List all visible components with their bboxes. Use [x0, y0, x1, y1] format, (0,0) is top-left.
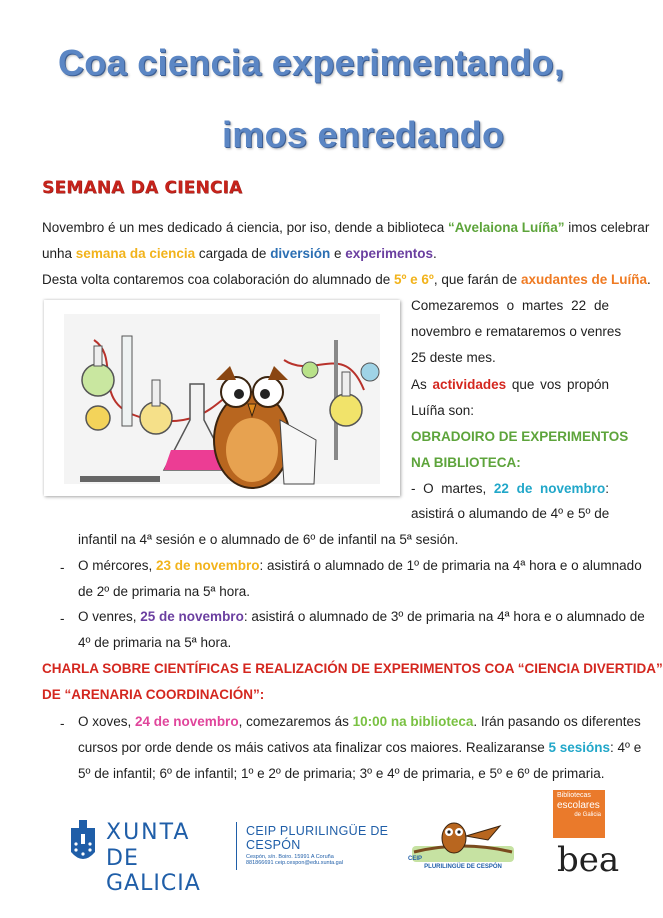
side-line-5: Luíña son: — [411, 403, 475, 418]
workshop-title-2: NA BIBLIOTECA: — [411, 455, 521, 470]
intro-line-3: Desta volta contaremos coa colaboración do alumnado de 5º e 6º, que farán de axudantes de Luíña. — [42, 272, 651, 287]
side-line-3: 25 deste mes. — [411, 350, 496, 365]
tuesday-continuation: infantil na 4ª sesión e o alumnado de 6º de infantil na 5ª sesión. — [78, 532, 459, 547]
friday-line-2: 4º de primaria na 5ª hora. — [78, 635, 232, 650]
ceip-logo — [246, 824, 396, 874]
page-title-line1: Coa ciencia experimentando, — [58, 42, 565, 83]
thursday-line-1: O xoves, 24 de novembro, comezaremos ás 10:00 na biblioteca. Irán pasando os diferentes — [78, 714, 641, 729]
owl-badge-icon — [408, 818, 518, 876]
charla-title-2: DE “ARENARIA COORDINACIÓN”: — [42, 687, 265, 702]
side-line-8: - O martes, 22 de novembro: — [411, 481, 609, 496]
wednesday-line-2: de 2º de primaria na 5ª hora. — [78, 584, 251, 599]
bullet-dash: - — [60, 560, 65, 575]
thursday-line-3: 5º de infantil; 6º de infantil; 1º e 2º de primaria; 3º e 4º de primaria, e 5º e 6º de primaria. — [78, 766, 605, 781]
bibliotecas-escolares-logo — [553, 790, 620, 886]
bib-text-2: escolares — [557, 800, 600, 811]
ceip-name-1: CEIP PLURILINGÜE DE — [246, 824, 389, 838]
thursday-line-2: cursos por orde dende os máis cativos ata finalizar cos maiores. Realizaranse 5 sesións: 4º e — [78, 740, 642, 755]
page-title-line2: imos enredando — [222, 114, 505, 155]
footer-divider — [236, 822, 237, 870]
bullet-dash: - — [60, 611, 65, 626]
badge-text-2: PLURILINGÜE DE CESPÓN — [424, 864, 502, 870]
xunta-coat-of-arms-icon — [68, 820, 98, 868]
friday-line-1: O venres, 25 de novembro: asistirá o alumnado de 3º de primaria na 4ª hora e o alumnado de — [78, 609, 645, 624]
section-title: SEMANA DA CIENCIA — [42, 178, 243, 198]
wednesday-line-1: O mércores, 23 de novembro: asistirá o alumnado de 1º de primaria na 4ª hora e o alumnado — [78, 558, 642, 573]
bib-text-3: de Galicia — [574, 812, 601, 818]
side-line-2: novembro e remataremos o venres — [411, 324, 622, 339]
xunta-text-2: DE GALICIA — [106, 846, 201, 896]
workshop-title-1: OBRADOIRO DE EXPERIMENTOS — [411, 429, 629, 444]
ceip-address: Cespón, s/n. Boiro. 15991 A Coruña — [246, 854, 334, 860]
bea-logo-icon: bea — [553, 838, 605, 886]
library-name: “Avelaiona Luíña” — [448, 220, 565, 235]
ceip-name-2: CESPÓN — [246, 838, 301, 852]
side-line-1: Comezaremos o martes 22 de — [411, 298, 609, 313]
bib-text-1: Bibliotecas — [557, 792, 591, 799]
intro-line-2: unha semana da ciencia cargada de diversión e experimentos. — [42, 246, 437, 261]
intro-line-1: Novembro é un mes dedicado á ciencia, por iso, dende a biblioteca “Avelaiona Luíña” imos celebrar — [42, 220, 650, 235]
ceip-contact: 881866691 ceip.cespon@edu.xunta.gal — [246, 860, 344, 866]
badge-text-1: CEIP — [408, 856, 423, 862]
bullet-dash: - — [60, 716, 65, 731]
side-line-4: As actividades que vos propón — [411, 377, 609, 392]
side-line-9: asistirá o alumando de 4º e 5º de — [411, 506, 610, 521]
charla-title-1: CHARLA SOBRE CIENTÍFICAS E REALIZACIÓN DE EXPERIMENTOS COA “CIENCIA DIVERTIDA” — [42, 661, 663, 676]
xunta-logo — [68, 818, 238, 896]
owl-scientist-illustration — [44, 300, 400, 496]
xunta-text-1: XUNTA — [106, 820, 191, 845]
